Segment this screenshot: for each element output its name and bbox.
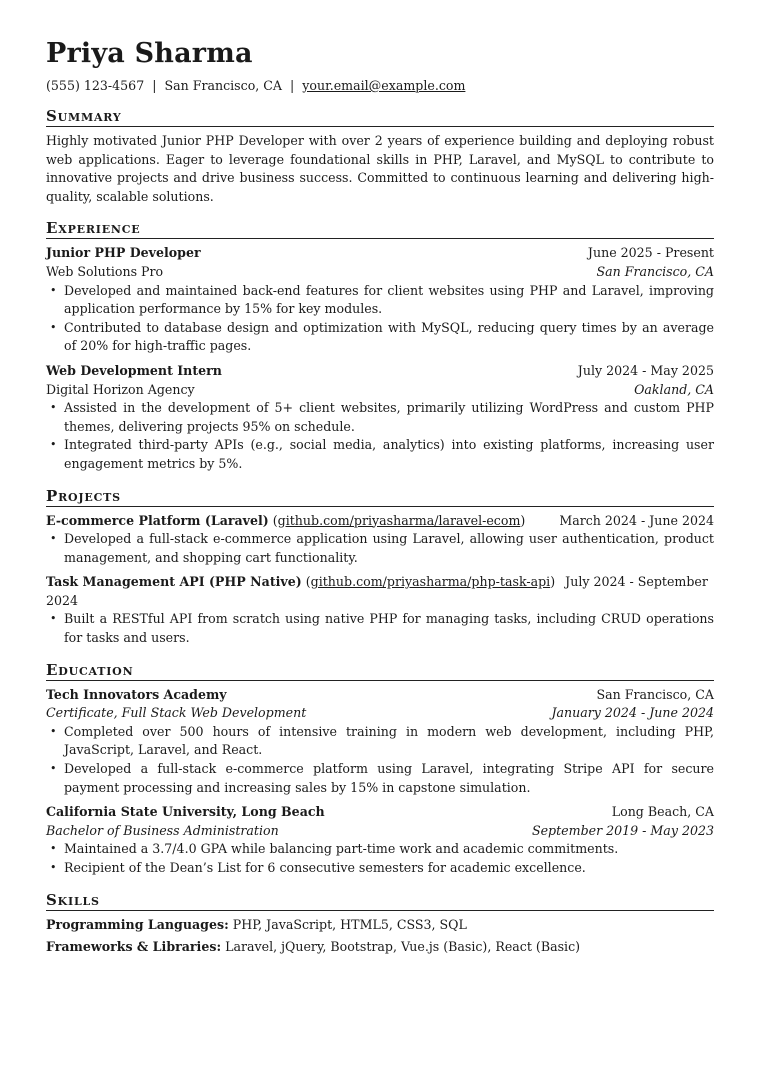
education-heading: Education: [46, 661, 714, 681]
bullet-item: • Contributed to database design and optimization with MySQL, reducing query times by an average of 20% for high-traffic pages.: [64, 319, 714, 356]
skill-label: Programming Languages:: [46, 916, 229, 932]
project-header: [46, 512, 714, 531]
bullet-item: • Assisted in the development of 5+ client websites, primarily utilizing WordPress and custom PHP themes, delivering projects 95% on schedule.: [64, 399, 714, 436]
degree-name: Certificate, Full Stack Web Development: [46, 705, 307, 721]
bullet-item: • Recipient of the Dean’s List for 6 consecutive semesters for academic excellence.: [64, 859, 714, 878]
bullet-item: • Built a RESTful API from scratch using native PHP for managing tasks, including CRUD operations for tasks and users.: [64, 610, 714, 647]
project-link[interactable]: github.com/priyasharma/php-task-api: [310, 574, 551, 590]
project-entry: [46, 512, 714, 568]
project-name: E-commerce Platform (Laravel): [46, 512, 269, 528]
company-name: Digital Horizon Agency: [46, 381, 195, 397]
education-entry: [46, 803, 714, 877]
skill-label: Frameworks & Libraries:: [46, 939, 222, 955]
bullet-item: • Maintained a 3.7/4.0 GPA while balancing part-time work and academic commitments.: [64, 840, 714, 859]
project-bullets: [46, 530, 714, 567]
job-location: Oakland, CA: [634, 381, 714, 397]
experience-entry: [46, 244, 714, 356]
project-title-line: E-commerce Platform (Laravel) (github.com/priyasharma/laravel-ecom): [46, 512, 526, 528]
job-location: San Francisco, CA: [596, 263, 714, 279]
project-title-line: Task Management API (PHP Native) (github.com/priyasharma/php-task-api): [46, 574, 556, 590]
degree-name: Bachelor of Business Administration: [46, 822, 279, 838]
school-subheader: [46, 822, 714, 841]
bullet-item: • Developed a full-stack e-commerce application using Laravel, allowing user authentication, product management, and shopping cart functionality.: [64, 530, 714, 567]
experience-heading: Experience: [46, 219, 714, 239]
school-name: California State University, Long Beach: [46, 804, 325, 820]
location: San Francisco, CA: [164, 78, 283, 93]
school-location: Long Beach, CA: [611, 804, 714, 820]
education-bullets: [46, 840, 714, 877]
job-header: [46, 244, 714, 263]
bullet-item: • Completed over 500 hours of intensive training in modern web development, including PHP, JavaScript, Laravel, and React.: [64, 723, 714, 760]
project-header: [46, 573, 714, 610]
phone-number: (555) 123-4567: [46, 78, 145, 93]
school-header: [46, 803, 714, 822]
resume-page: [46, 38, 714, 970]
job-title: Junior PHP Developer: [46, 245, 201, 261]
education-bullets: [46, 723, 714, 797]
contact-separator: |: [152, 78, 157, 93]
job-bullets: [46, 399, 714, 473]
job-subheader: [46, 381, 714, 400]
school-dates: January 2024 - June 2024: [551, 705, 714, 721]
summary-heading: Summary: [46, 107, 714, 127]
school-dates: September 2019 - May 2023: [531, 822, 714, 838]
bullet-item: • Integrated third-party APIs (e.g., social media, analytics) into existing platforms, increasing user engagement metrics by 5%.: [64, 436, 714, 473]
bullet-item: • Developed and maintained back-end features for client websites using PHP and Laravel, improving application performance by 15% for key modules.: [64, 282, 714, 319]
project-link[interactable]: github.com/priyasharma/laravel-ecom: [277, 512, 521, 528]
education-entry: [46, 686, 714, 798]
school-subheader: [46, 704, 714, 723]
experience-section: [46, 219, 714, 473]
project-dates: March 2024 - June 2024: [559, 512, 714, 528]
job-subheader: [46, 263, 714, 282]
job-dates: July 2024 - May 2025: [577, 362, 714, 378]
experience-entry: [46, 362, 714, 474]
skills-section: [46, 891, 714, 957]
skill-value: Laravel, jQuery, Bootstrap, Vue.js (Basic), React (Basic): [225, 939, 581, 955]
email-link[interactable]: your.email@example.com: [302, 78, 466, 93]
summary-section: [46, 107, 714, 206]
school-name: Tech Innovators Academy: [46, 686, 227, 702]
summary-text: Highly motivated Junior PHP Developer with over 2 years of experience building and deploying robust web applications. Eager to leverage foundational skills in PHP, Laravel, and MySQL to contribute to innovative projects and drive business success. Committed to continuous learning and delivering high-quality, scalable solutions.: [46, 133, 714, 204]
contact-line: [46, 77, 714, 95]
contact-separator: |: [290, 78, 295, 93]
projects-heading: Projects: [46, 487, 714, 507]
skill-row: [46, 938, 714, 957]
job-bullets: [46, 282, 714, 356]
job-header: [46, 362, 714, 381]
company-name: Web Solutions Pro: [46, 263, 164, 279]
education-section: [46, 661, 714, 878]
skill-row: [46, 916, 714, 935]
skills-heading: Skills: [46, 891, 714, 911]
project-dates: July 2024 - September 2024: [46, 574, 708, 608]
project-name: Task Management API (PHP Native): [46, 574, 302, 590]
job-title: Web Development Intern: [46, 362, 222, 378]
skill-value: PHP, JavaScript, HTML5, CSS3, SQL: [232, 916, 467, 932]
projects-section: [46, 487, 714, 648]
candidate-name: Priya Sharma: [46, 38, 253, 69]
project-entry: [46, 573, 714, 647]
school-location: San Francisco, CA: [596, 686, 714, 702]
project-bullets: [46, 610, 714, 647]
school-header: [46, 686, 714, 705]
bullet-item: • Developed a full-stack e-commerce platform using Laravel, integrating Stripe API for secure payment processing and increasing sales by 15% in capstone simulation.: [64, 760, 714, 797]
job-dates: June 2025 - Present: [587, 245, 714, 261]
